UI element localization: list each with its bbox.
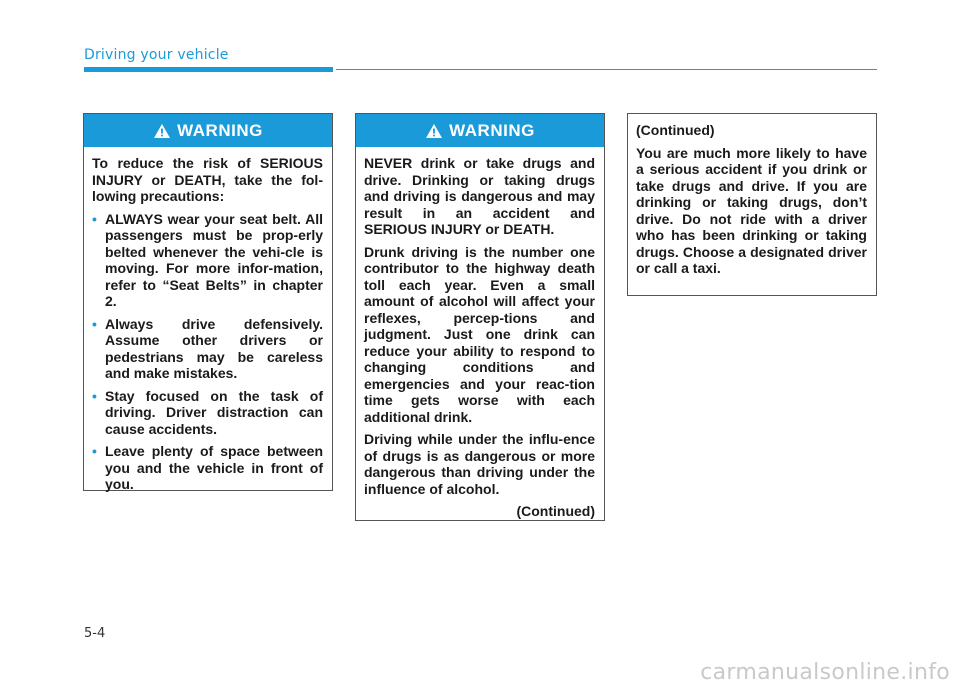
warning-box-seat-belts	[83, 113, 333, 491]
header-rule-thin	[336, 69, 877, 70]
warning-triangle-icon	[425, 123, 443, 139]
header-rule-thick	[84, 67, 333, 72]
continued-label: (Continued)	[516, 503, 595, 519]
warning-box-drunk-driving	[355, 113, 605, 521]
continued-label: (Continued)	[636, 122, 715, 138]
warning-header	[356, 114, 604, 147]
list-item: • ALWAYS wear your seat belt. All passengers must be prop-erly belted whenever the vehi-cle is moving. For more infor-mation, refer to “Seat Belts” in chapter 2.	[92, 210, 323, 309]
warning-paragraph: NEVER drink or take drugs and drive. Drinking or taking drugs and driving is dangerous and may result in an accident and SERIOUS INJURY or DEATH.	[364, 155, 595, 237]
warning-paragraph: You are much more likely to have a serious accident if you drink or take drugs and drive. If you are drinking or taking drugs, don’t drive. Do not ride with a driver who has been drinking or taking drugs. Choose a designated driver or call a taxi.	[636, 144, 867, 276]
warning-header	[84, 114, 332, 147]
warning-heading: WARNING	[449, 120, 535, 140]
warning-intro: To reduce the risk of SERIOUS INJURY or DEATH, take the fol-lowing precautions:	[92, 155, 323, 204]
warning-paragraph: Drunk driving is the number one contributor to the highway death toll each year. Even a small amount of alcohol will affect your reflexes, percep-tions and judgment. Just one drink can reduce your ability to respond to changing conditions and emergencies and your reac-tion time gets worse with each additional drink.	[364, 243, 595, 425]
warning-box-continued	[627, 113, 877, 296]
precautions-list	[92, 211, 323, 493]
list-item: • Stay focused on the task of driving. Driver distraction can cause accidents.	[92, 387, 323, 437]
warning-paragraph: Driving while under the influ-ence of drugs is as dangerous or more dangerous than driving under the influence of alcohol.	[364, 431, 595, 497]
page-number: 5-4	[84, 626, 106, 641]
list-item: • Always drive defensively. Assume other drivers or pedestrians may be careless and make mistakes.	[92, 315, 323, 381]
list-item: • Leave plenty of space between you and the vehicle in front of you.	[92, 443, 323, 492]
warning-triangle-icon	[153, 123, 171, 139]
watermark: carmanualsonline.info	[700, 660, 950, 685]
section-title: Driving your vehicle	[84, 47, 229, 63]
warning-heading: WARNING	[177, 120, 263, 140]
